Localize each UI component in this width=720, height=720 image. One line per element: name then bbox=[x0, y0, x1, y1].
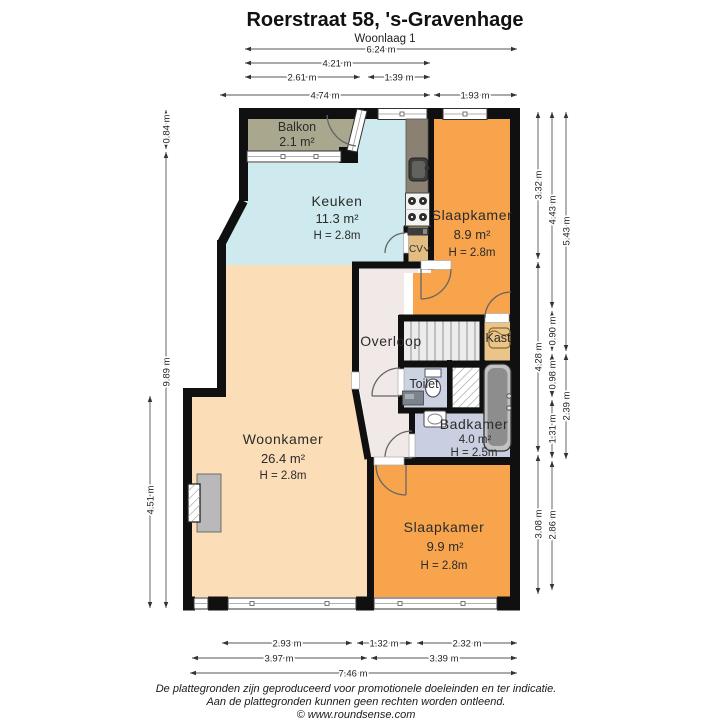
stove-icon bbox=[406, 193, 430, 226]
svg-text:4.28 m: 4.28 m bbox=[533, 342, 545, 372]
footer-copyright: © www.roundsense.com bbox=[296, 709, 416, 720]
svg-text:0.90 m: 0.90 m bbox=[547, 316, 559, 346]
svg-text:Keuken: Keuken bbox=[311, 193, 363, 209]
svg-text:H = 2.8m: H = 2.8m bbox=[448, 247, 496, 259]
svg-text:0.84 m: 0.84 m bbox=[161, 114, 173, 144]
svg-text:Kast: Kast bbox=[485, 331, 511, 345]
svg-text:2.39 m: 2.39 m bbox=[561, 391, 573, 421]
dim-bottom-6 bbox=[190, 669, 517, 680]
dim-right-10 bbox=[562, 354, 573, 459]
svg-text:4.0 m²: 4.0 m² bbox=[458, 434, 492, 446]
svg-text:H = 2.8m: H = 2.8m bbox=[420, 560, 468, 572]
svg-text:2.32 m: 2.32 m bbox=[452, 638, 482, 650]
dim-left-1 bbox=[162, 110, 173, 149]
window-slaapkamer2-bottom bbox=[374, 598, 497, 609]
svg-text:1.39 m: 1.39 m bbox=[384, 72, 414, 84]
kast-label bbox=[485, 331, 511, 345]
svg-text:26.4 m²: 26.4 m² bbox=[260, 451, 306, 466]
svg-text:4.43 m: 4.43 m bbox=[547, 195, 559, 225]
dim-top-2 bbox=[245, 59, 430, 70]
svg-text:CV: CV bbox=[409, 244, 423, 255]
kitchen-sink-icon bbox=[409, 158, 429, 181]
svg-text:2.86 m: 2.86 m bbox=[547, 510, 559, 540]
svg-text:3.08 m: 3.08 m bbox=[533, 509, 545, 539]
keuken-label bbox=[311, 193, 362, 242]
room-shower-hatch bbox=[452, 367, 480, 408]
header bbox=[246, 9, 523, 45]
svg-text:3.97 m: 3.97 m bbox=[264, 653, 294, 665]
svg-text:2.1 m²: 2.1 m² bbox=[279, 135, 315, 149]
dim-top-5 bbox=[220, 91, 430, 102]
dim-right-9 bbox=[562, 112, 573, 351]
svg-text:H = 2.5m: H = 2.5m bbox=[450, 447, 498, 459]
svg-text:8.9 m²: 8.9 m² bbox=[453, 227, 491, 242]
dimensions-left bbox=[146, 110, 173, 608]
footer-disclaimer-2: Aan de plattegronden kunnen geen rechten worden ontleend. bbox=[206, 696, 506, 708]
svg-text:2.61 m: 2.61 m bbox=[287, 72, 317, 84]
svg-text:3.32 m: 3.32 m bbox=[533, 170, 545, 200]
dim-right-3 bbox=[534, 455, 545, 594]
window-woonkamer-bottom-small bbox=[194, 598, 208, 609]
svg-text:9.89 m: 9.89 m bbox=[161, 357, 173, 387]
svg-text:H = 2.8m: H = 2.8m bbox=[259, 470, 307, 482]
svg-text:Woonkamer: Woonkamer bbox=[242, 431, 324, 447]
svg-text:6.24 m: 6.24 m bbox=[366, 44, 396, 56]
dim-bottom-5 bbox=[371, 654, 517, 665]
dim-top-4 bbox=[368, 73, 430, 84]
dim-bottom-3 bbox=[417, 639, 517, 650]
dim-top-1 bbox=[245, 45, 517, 56]
svg-text:7.46 m: 7.46 m bbox=[338, 668, 368, 680]
dim-right-6 bbox=[548, 354, 559, 397]
dim-right-1 bbox=[534, 112, 545, 259]
toilet-label bbox=[409, 377, 439, 391]
svg-text:4.51 m: 4.51 m bbox=[145, 485, 157, 515]
svg-text:5.43 m: 5.43 m bbox=[561, 216, 573, 246]
svg-text:0.98 m: 0.98 m bbox=[547, 360, 559, 390]
dim-right-4 bbox=[548, 112, 559, 308]
dim-bottom-2 bbox=[357, 639, 412, 650]
window-woonkamer-bottom bbox=[228, 598, 356, 609]
svg-text:Balkon: Balkon bbox=[277, 120, 317, 134]
dim-top-3 bbox=[245, 73, 360, 84]
overloop-label bbox=[360, 333, 422, 349]
dim-right-7 bbox=[548, 400, 559, 458]
window-slaapkamer1-top bbox=[443, 109, 487, 120]
svg-text:1.32 m: 1.32 m bbox=[369, 638, 399, 650]
balkon-label bbox=[278, 120, 316, 149]
footer-disclaimer-1: De plattegronden zijn geproduceerd voor promotionele doeleinden en ter indicatie. bbox=[155, 683, 557, 695]
svg-text:1.31 m: 1.31 m bbox=[547, 414, 559, 444]
svg-text:Overloop: Overloop bbox=[360, 333, 422, 349]
dim-bottom-1 bbox=[222, 639, 352, 650]
dimensions-right bbox=[534, 112, 573, 594]
dimensions-top bbox=[220, 45, 517, 102]
svg-text:3.39 m: 3.39 m bbox=[429, 653, 459, 665]
footer bbox=[156, 683, 557, 720]
cv-boiler-icon bbox=[408, 228, 429, 236]
svg-text:4.74 m: 4.74 m bbox=[310, 90, 340, 102]
dimensions-bottom bbox=[190, 639, 517, 680]
svg-text:Slaapkamer: Slaapkamer bbox=[403, 519, 485, 535]
window-keuken-top bbox=[378, 109, 427, 120]
svg-text:9.9 m²: 9.9 m² bbox=[426, 539, 464, 554]
page-title: Roerstraat 58, 's-Gravenhage bbox=[246, 9, 524, 31]
svg-text:11.3 m²: 11.3 m² bbox=[315, 211, 359, 226]
page-subtitle: Woonlaag 1 bbox=[354, 33, 416, 45]
dim-left-3 bbox=[146, 396, 157, 608]
dim-right-5 bbox=[548, 311, 559, 351]
svg-text:H = 2.8m: H = 2.8m bbox=[313, 230, 361, 242]
svg-text:Toilet: Toilet bbox=[409, 377, 439, 391]
dim-top-6 bbox=[434, 91, 517, 102]
opening-woonkamer bbox=[352, 372, 360, 389]
kitchen-counter bbox=[406, 119, 430, 236]
dim-right-2 bbox=[534, 262, 545, 452]
window-balkon-railing bbox=[247, 151, 341, 162]
svg-text:Slaapkamer: Slaapkamer bbox=[431, 207, 513, 223]
dim-bottom-4 bbox=[192, 654, 367, 665]
svg-text:1.93 m: 1.93 m bbox=[460, 90, 490, 102]
dim-left-2 bbox=[162, 152, 173, 608]
dim-right-8 bbox=[548, 461, 559, 590]
svg-text:Badkamer: Badkamer bbox=[439, 416, 509, 432]
svg-text:4.21 m: 4.21 m bbox=[322, 58, 352, 70]
svg-text:2.93 m: 2.93 m bbox=[272, 638, 302, 650]
